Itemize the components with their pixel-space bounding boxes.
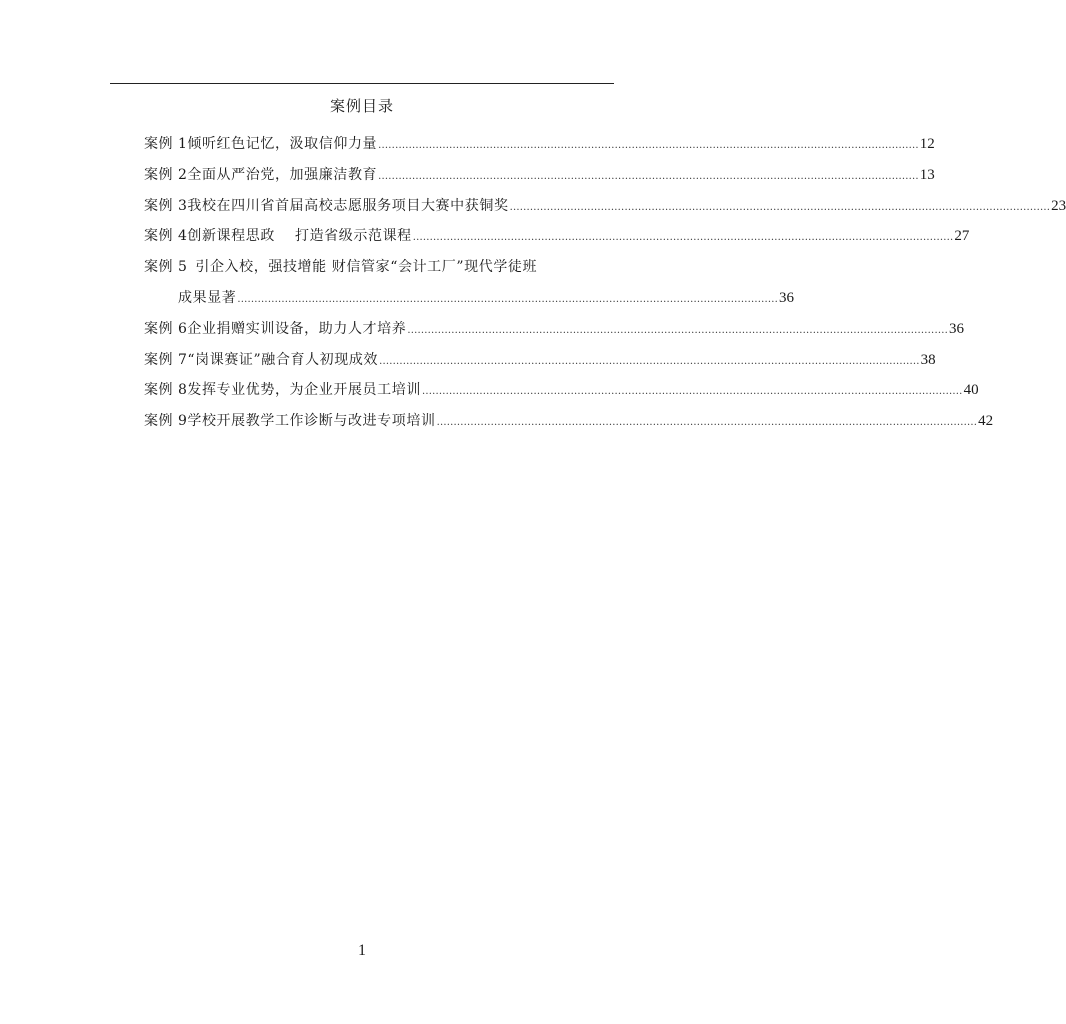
entry-page-number: 27 xyxy=(954,228,970,245)
entry-title xyxy=(187,223,411,249)
toc-entry[interactable] xyxy=(144,162,935,193)
entry-page-number: 12 xyxy=(919,136,935,152)
dot-leader: ................................................................................................................................................................ xyxy=(379,355,920,367)
toc-entry-continuation[interactable] xyxy=(144,285,794,316)
entry-page-number: 38 xyxy=(920,351,936,368)
dot-leader: ................................................................................................................................................................ xyxy=(509,201,1051,213)
entry-title: 引企入校，强技增能 财信管家“会计工厂”现代学徒班 xyxy=(195,259,538,276)
entry-title: 企业捐赠实训设备，助力人才培养 xyxy=(187,320,407,337)
case-number: 案例 6 xyxy=(144,320,188,337)
toc-entry[interactable] xyxy=(144,223,970,254)
dot-leader: ................................................................................................................................................................ xyxy=(378,170,919,182)
entry-title: 全面从严治党，加强廉洁教育 xyxy=(187,166,378,183)
entry-title: 成果显著 xyxy=(178,289,237,306)
dot-leader: ................................................................................................................................................................ xyxy=(407,324,948,336)
entry-title: 学校开展教学工作诊断与改进专项培训 xyxy=(187,413,436,430)
entry-page-number: 40 xyxy=(963,382,979,399)
case-number: 案例 2 xyxy=(144,166,188,183)
entry-page-number: 36 xyxy=(948,320,964,337)
toc-entry[interactable] xyxy=(144,254,615,285)
toc-list xyxy=(144,131,1066,439)
case-number: 案例 7 xyxy=(144,351,188,368)
case-number: 案例 3 xyxy=(144,197,188,214)
entry-title-part: 打造省级示范课程 xyxy=(294,228,412,245)
case-number: 案例 1 xyxy=(144,136,188,152)
dot-leader: ................................................................................................................................................................ xyxy=(378,140,919,151)
case-number: 案例 8 xyxy=(144,382,188,399)
entry-page-number: 13 xyxy=(919,166,935,183)
toc-entry[interactable] xyxy=(144,316,964,347)
toc-entry[interactable] xyxy=(144,193,1066,224)
dot-leader: ................................................................................................................................................................ xyxy=(421,386,963,398)
toc-entry[interactable] xyxy=(144,347,936,378)
dot-leader: ................................................................................................................................................................ xyxy=(436,417,978,429)
page-number: 1 xyxy=(358,942,366,959)
header-rule xyxy=(110,83,614,84)
case-number: 案例 5 xyxy=(144,259,188,276)
entry-page-number: 23 xyxy=(1051,197,1066,214)
entry-title: 倾听红色记忆，汲取信仰力量 xyxy=(187,136,378,152)
entry-title: 我校在四川省首届高校志愿服务项目大赛中获铜奖 xyxy=(187,197,509,214)
entry-page-number: 36 xyxy=(779,289,794,306)
entry-title: “岗课赛证”融合育人初现成效 xyxy=(187,351,379,368)
toc-entry[interactable] xyxy=(144,408,994,439)
case-number: 案例 4 xyxy=(144,228,188,245)
entry-title: 发挥专业优势，为企业开展员工培训 xyxy=(187,382,421,399)
toc-title: 案例目录 xyxy=(329,97,394,115)
entry-page-number: 42 xyxy=(978,413,994,430)
toc-entry[interactable] xyxy=(144,377,979,408)
toc-entry[interactable] xyxy=(144,131,935,162)
dot-leader: ................................................................................................................................................................ xyxy=(412,232,954,244)
entry-title-part: 创新课程思政 xyxy=(187,228,275,245)
case-number: 案例 9 xyxy=(144,413,188,430)
dot-leader: ................................................................................................................................................................ xyxy=(237,293,778,305)
